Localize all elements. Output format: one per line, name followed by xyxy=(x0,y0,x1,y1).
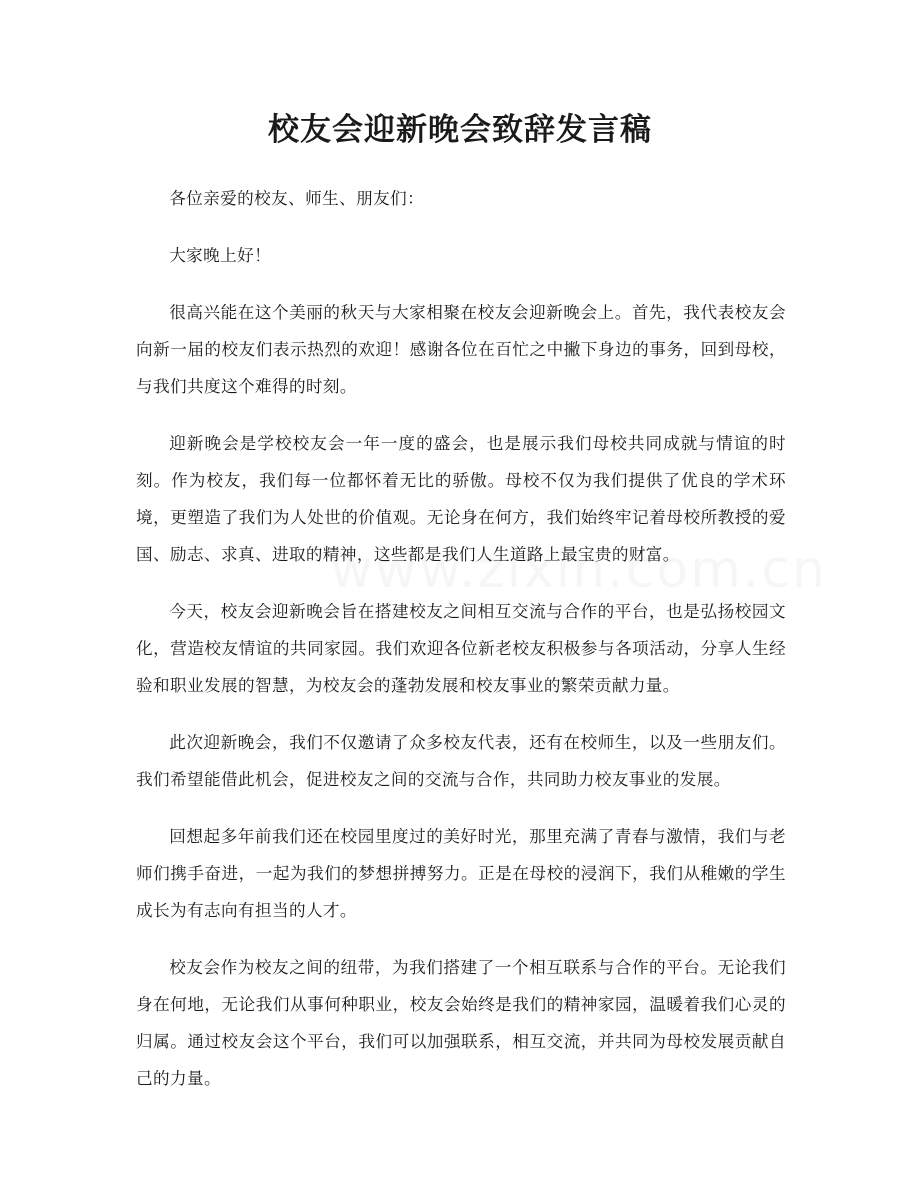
paragraph: 很高兴能在这个美丽的秋天与大家相聚在校友会迎新晚会上。首先，我代表校友会向新一届的校友们表示热烈的欢迎！感谢各位在百忙之中撇下身边的事务，回到母校，与我们共度这个难得的时刻。 xyxy=(136,303,786,396)
paragraph: 迎新晚会是学校校友会一年一度的盛会，也是展示我们母校共同成就与情谊的时刻。作为校友，我们每一位都怀着无比的骄傲。母校不仅为我们提供了优良的学术环境，更塑造了我们为人处世的价值观。无论身在何方，我们始终牢记着母校所教授的爱国、励志、求真、进取的精神，这些都是我们人生道路上最宝贵的财富。 xyxy=(136,434,786,564)
paragraph: 回想起多年前我们还在校园里度过的美好时光，那里充满了青春与激情，我们与老师们携手奋进，一起为我们的梦想拼搏努力。正是在母校的浸润下，我们从稚嫩的学生成长为有志向有担当的人才。 xyxy=(136,827,786,920)
paragraph: 今天，校友会迎新晚会旨在搭建校友之间相互交流与合作的平台，也是弘扬校园文化，营造校友情谊的共同家园。我们欢迎各位新老校友积极参与各项活动，分享人生经验和职业发展的智慧，为校友会的蓬勃发展和校友事业的繁荣贡献力量。 xyxy=(136,602,786,695)
document-title: 校友会迎新晚会致辞发言稿 xyxy=(268,112,652,148)
paragraph: 校友会作为校友之间的纽带，为我们搭建了一个相互联系与合作的平台。无论我们身在何地，无论我们从事何种职业，校友会始终是我们的精神家园，温暖着我们心灵的归属。通过校友会这个平台，我们可以加强联系，相互交流，并共同为母校发展贡献自己的力量。 xyxy=(136,958,786,1088)
paragraph: 此次迎新晚会，我们不仅邀请了众多校友代表，还有在校师生，以及一些朋友们。我们希望能借此机会，促进校友之间的交流与合作，共同助力校友事业的发展。 xyxy=(136,733,786,789)
document-body xyxy=(136,180,786,1117)
paragraph-salutation: 各位亲爱的校友、师生、朋友们： xyxy=(169,189,425,208)
paragraph-greeting: 大家晚上好！ xyxy=(169,246,272,265)
